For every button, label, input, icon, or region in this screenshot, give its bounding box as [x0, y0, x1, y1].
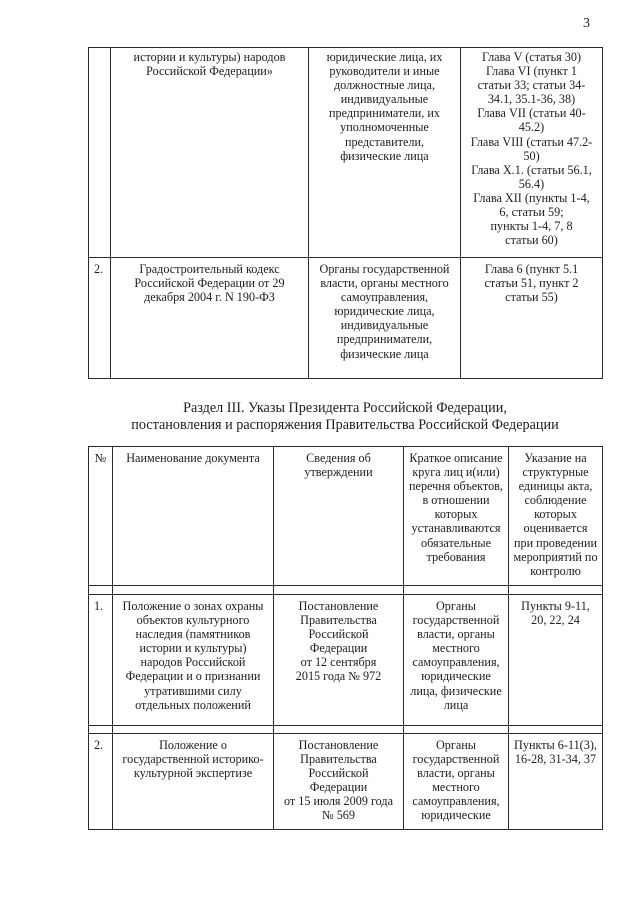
- laws-table-continued: [88, 47, 603, 379]
- structural-units-cell: Глава 6 (пункт 5.1 статьи 51, пункт 2 статьи 55): [461, 258, 603, 379]
- structural-units-cell: Глава V (статья 30) Глава VI (пункт 1 статьи 33; статьи 34- 34.1, 35.1-36, 38) Глава VII (статьи 40- 45.2) Глава VIII (статьи 47.2- 50) Глава X.1. (статьи 56.1, 56.4) Глава XII (пункты 1-4, 6, статьи 59; пункты 1-4, 7, 8 статьи 60): [461, 48, 603, 258]
- row-number: 2.: [89, 734, 113, 830]
- table-row: [89, 734, 603, 830]
- approval-cell: Постановление Правительства Российской Федерации от 15 июля 2009 года № 569: [274, 734, 404, 830]
- header-structural-units: Указание на структурные единицы акта, соблюдение которых оценивается при проведении мероприятий по контролю: [509, 447, 603, 586]
- table-row: [89, 48, 603, 258]
- table-row: [89, 595, 603, 726]
- structural-units-cell: Пункты 6-11(3), 16-28, 31-34, 37: [509, 734, 603, 830]
- header-approval: Сведения об утверждении: [274, 447, 404, 586]
- document-name-cell: Положение о государственной историко- культурной экспертизе: [113, 734, 274, 830]
- affected-persons-cell: Органы государственной власти, органы местного самоуправления, юридические лица, индивидуальные предприниматели, физические лица: [309, 258, 461, 379]
- affected-persons-cell: Органы государственной власти, органы местного самоуправления, юридические лица, физические лица: [404, 595, 509, 726]
- affected-persons-cell: Органы государственной власти, органы местного самоуправления, юридические: [404, 734, 509, 830]
- header-number: №: [89, 447, 113, 586]
- document-name-cell: Градостроительный кодекс Российской Федерации от 29 декабря 2004 г. N 190-ФЗ: [111, 258, 309, 379]
- affected-persons-cell: юридические лица, их руководители и иные должностные лица, индивидуальные предприниматели, их уполномоченные представители, физические лица: [309, 48, 461, 258]
- decrees-table: [88, 446, 603, 830]
- row-number: [89, 48, 111, 258]
- approval-cell: Постановление Правительства Российской Федерации от 12 сентября 2015 года № 972: [274, 595, 404, 726]
- table-spacer-row: [89, 726, 603, 734]
- document-name-cell: Положение о зонах охраны объектов культурного наследия (памятников истории и культуры) народов Российской Федерации и о признании утратившими силу отдельных положений: [113, 595, 274, 726]
- table-header-row: [89, 447, 603, 586]
- structural-units-cell: Пункты 9-11, 20, 22, 24: [509, 595, 603, 726]
- section-heading: Раздел III. Указы Президента Российской Федерации, постановления и распоряжения Правительства Российской Федерации: [131, 400, 559, 433]
- header-affected-persons: Краткое описание круга лиц и(или) перечня объектов, в отношении которых устанавливаются обязательные требования: [404, 447, 509, 586]
- header-document-name: Наименование документа: [113, 447, 274, 586]
- table-spacer-row: [89, 586, 603, 595]
- page-number: 3: [583, 16, 590, 31]
- table-row: [89, 258, 603, 379]
- document-name-cell: истории и культуры) народов Российской Федерации»: [111, 48, 309, 258]
- row-number: 1.: [89, 595, 113, 726]
- row-number: 2.: [89, 258, 111, 379]
